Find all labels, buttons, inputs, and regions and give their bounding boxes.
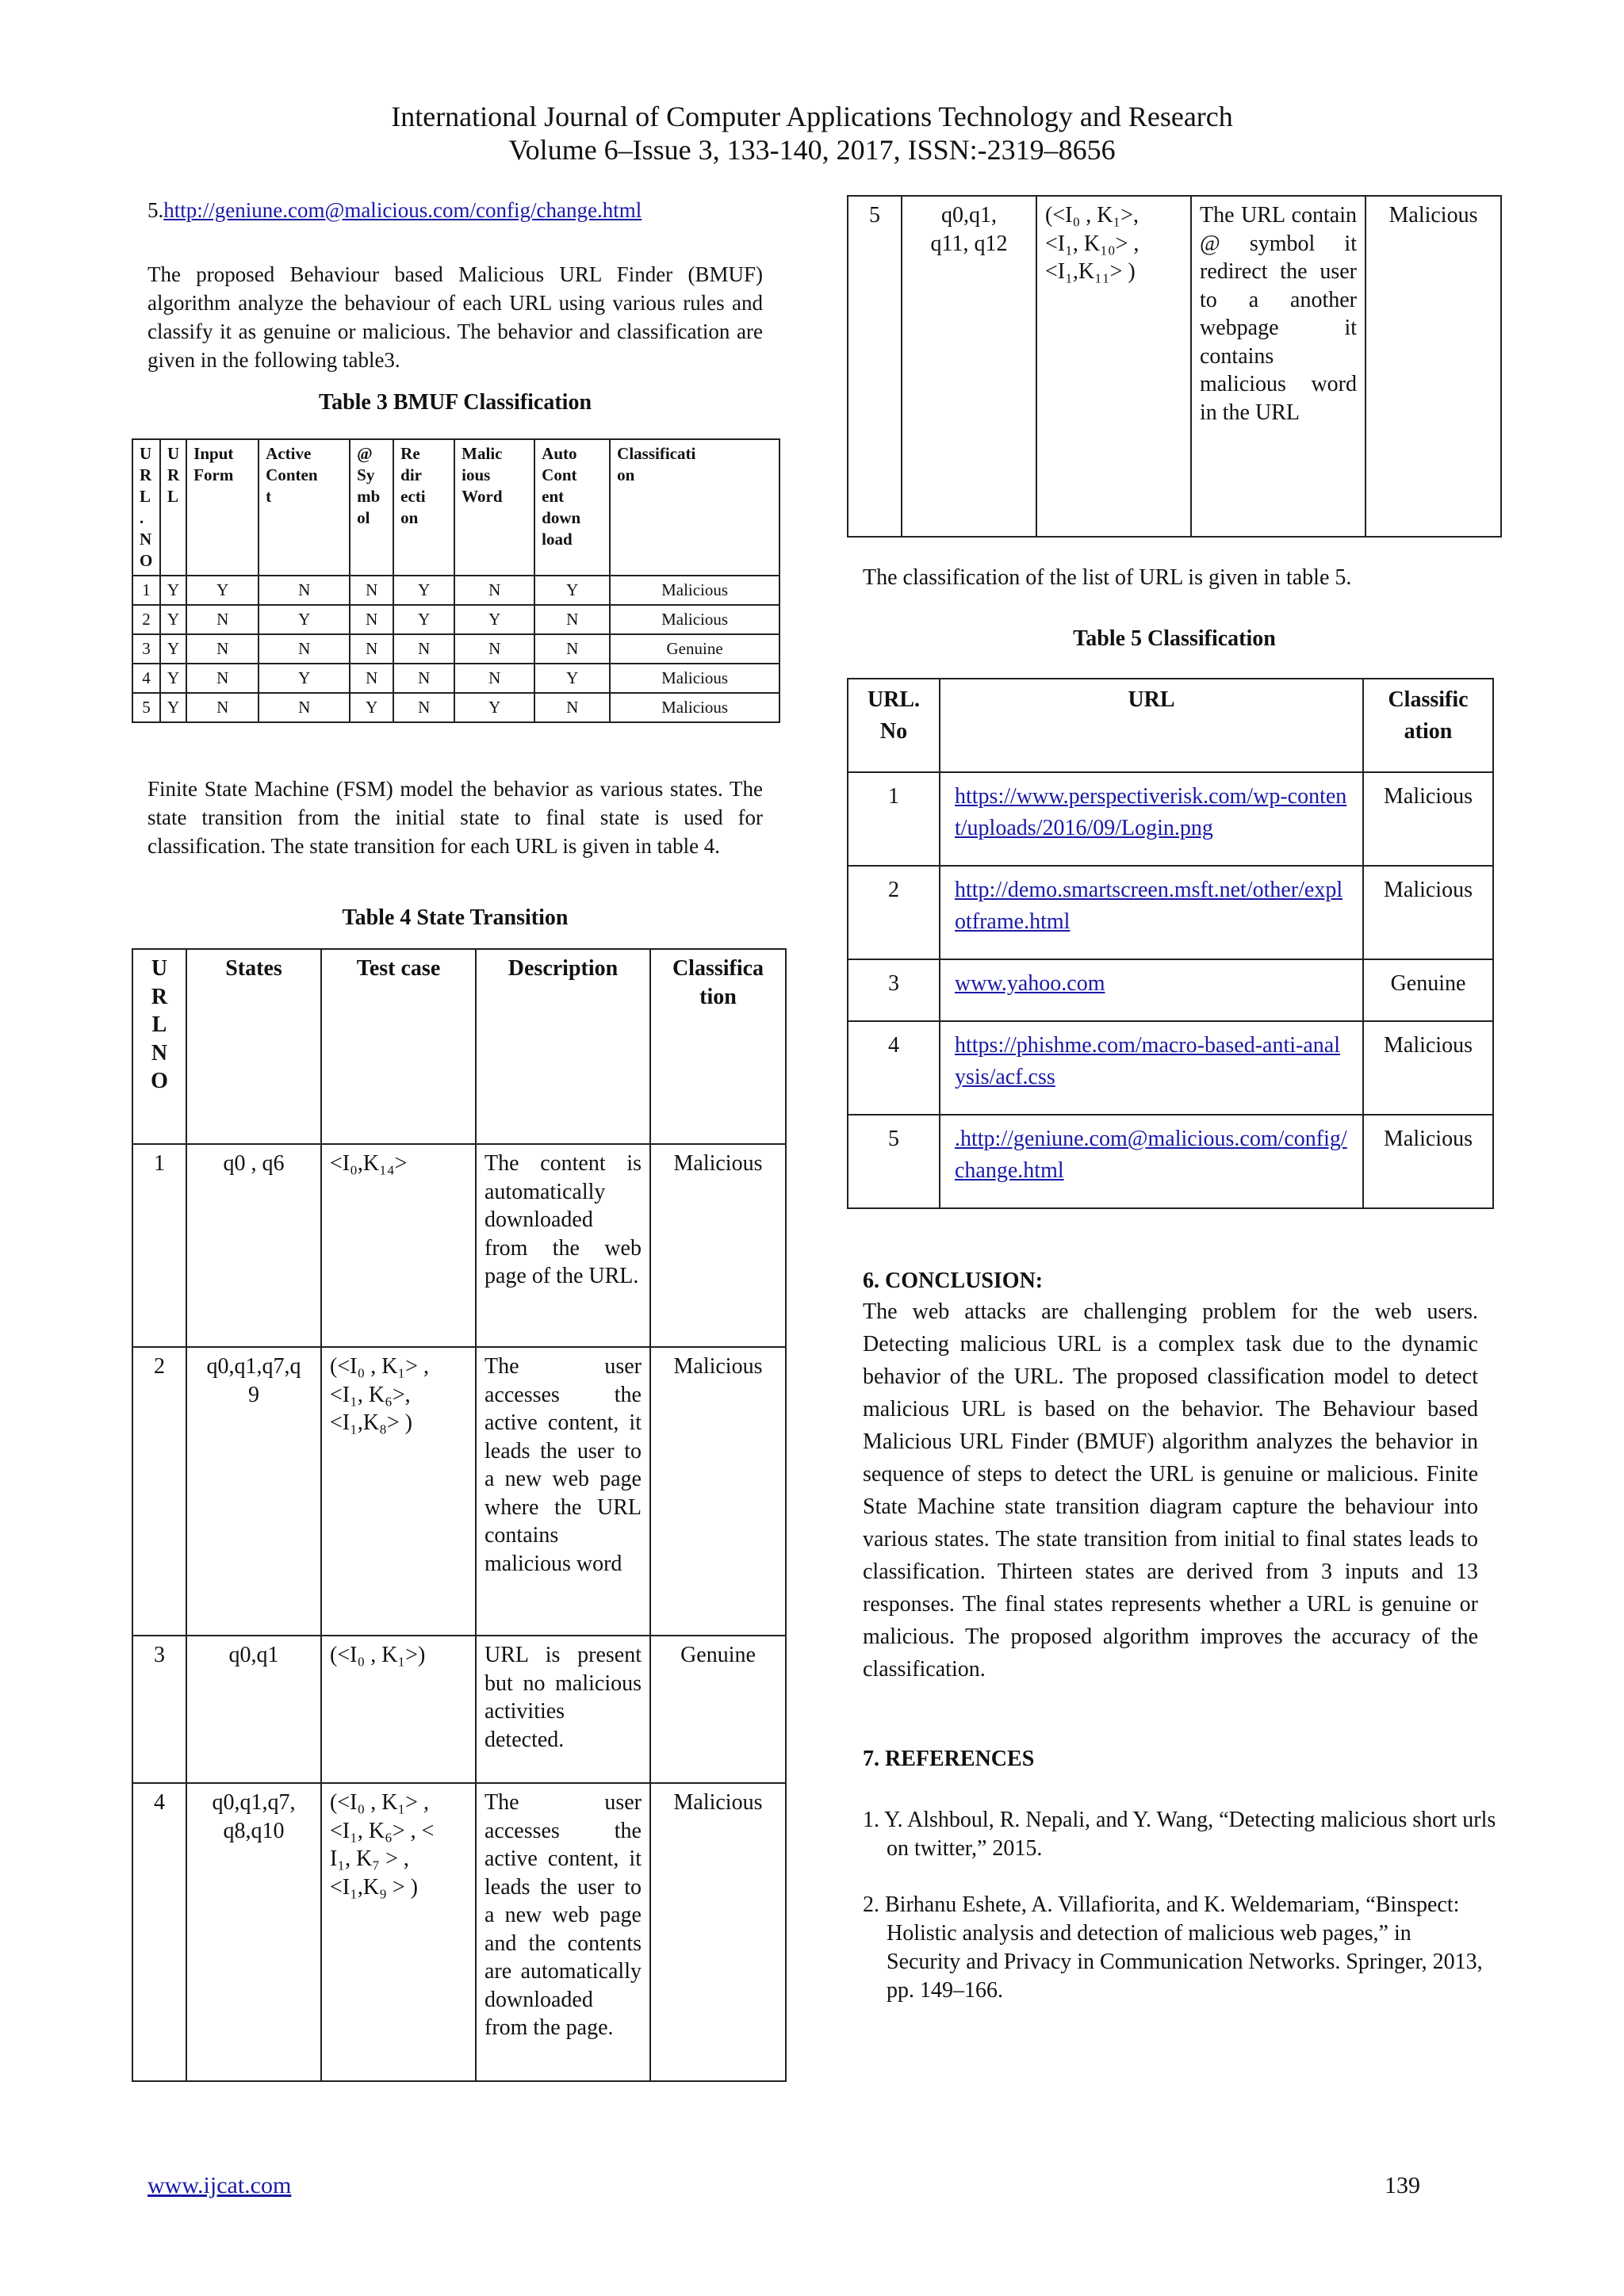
journal-volume: Volume 6–Issue 3, 133-140, 2017, ISSN:-2319–8656: [508, 134, 1116, 166]
table4-cell-states: q0 , q6: [186, 1144, 321, 1347]
page-number: 139: [1385, 2172, 1420, 2198]
table3-cell: Y: [454, 605, 534, 634]
table3-cell: N: [534, 605, 610, 634]
table5-url-link[interactable]: .http://geniune.com@malicious.com/config/change.html: [955, 1127, 1347, 1183]
table3-cell: Y: [393, 605, 454, 634]
table4-cell-description: The URL contain @ symbol it redirect the user to a another webpage it contains malicious word in the URL: [1191, 196, 1365, 537]
table4-cell-testcase: (<I₀ , K₁>): [321, 1636, 476, 1783]
table3-cell: N: [186, 664, 259, 693]
table4-cell-classification: Malicious: [1365, 196, 1501, 537]
table3-cell: Malicious: [610, 664, 779, 693]
table3-caption: Table 3 BMUF Classification: [318, 390, 592, 415]
table5-header-cell: URL: [940, 679, 1363, 772]
table3-row: [132, 634, 779, 664]
journal-title: International Journal of Computer Applications Technology and Research: [391, 101, 1233, 132]
references-heading: 7. REFERENCES: [863, 1747, 1035, 1771]
url5-prefix: 5.: [147, 198, 164, 222]
table4-cell-no: 5: [848, 196, 902, 537]
table3-cell: Y: [186, 576, 259, 605]
table4-cell-no: 1: [132, 1144, 186, 1347]
table4-cell-classification: Malicious: [650, 1783, 786, 2081]
table3-header-cell: Re dir ecti on: [393, 439, 454, 576]
table3-cell: N: [534, 693, 610, 722]
table3-cell: N: [259, 634, 350, 664]
table5-cell-classification: Genuine: [1363, 959, 1493, 1021]
table3-cell: 2: [132, 605, 160, 634]
table3-cell: Malicious: [610, 693, 779, 722]
table4-cell-states: q0,q1,q7,q 9: [186, 1347, 321, 1636]
table4-row: [132, 1347, 786, 1636]
table3-cell: N: [393, 664, 454, 693]
table4-cell-description: The content is automatically downloaded from the web page of the URL.: [476, 1144, 650, 1347]
table4-cell-classification: Malicious: [650, 1347, 786, 1636]
table3-cell: Y: [160, 576, 186, 605]
table4-cell-description: URL is present but no malicious activities detected.: [476, 1636, 650, 1783]
table3-cell: N: [350, 605, 393, 634]
table3-cell: N: [350, 576, 393, 605]
table3-cell: N: [350, 664, 393, 693]
table4-cell-description: The user accesses the active content, it leads the user to a new web page where the URL contains malicious word: [476, 1347, 650, 1636]
table4-header-cell: Classifica tion: [650, 949, 786, 1144]
table3-cell: 1: [132, 576, 160, 605]
table5-cell-url: [940, 866, 1363, 959]
table5-row: [848, 959, 1493, 1021]
table5-cell-url: [940, 772, 1363, 866]
table4-cell-classification: Malicious: [650, 1144, 786, 1347]
intro-paragraph: The proposed Behaviour based Malicious URL Finder (BMUF) algorithm analyze the behaviour of each URL using various rules and classify it as genuine or malicious. The behavior and classification are given in the following table3.: [147, 262, 763, 372]
table3-cell: Y: [534, 664, 610, 693]
table5-row: [848, 866, 1493, 959]
table3-cell: N: [454, 634, 534, 664]
table3-cell: N: [454, 576, 534, 605]
table4-cell-testcase: (<I₀ , K₁> , <I₁, K₆>, <I₁,K₈> ): [321, 1347, 476, 1636]
table3-cell: Malicious: [610, 576, 779, 605]
table3-cell: Y: [534, 576, 610, 605]
table4-header-cell: States: [186, 949, 321, 1144]
table3-header-cell: Classificati on: [610, 439, 779, 576]
table5-url-link[interactable]: https://phishme.com/macro-based-anti-analysis/acf.css: [955, 1033, 1340, 1089]
table3-cell: Y: [454, 693, 534, 722]
table4-header-cell: Description: [476, 949, 650, 1144]
table4-cell-states: q0,q1, q11, q12: [902, 196, 1036, 537]
table3-cell: N: [393, 693, 454, 722]
table3-cell: Genuine: [610, 634, 779, 664]
table4-cell-testcase: (<I₀ , K₁> , <I₁, K₆> , < I₁, K₇ > , <I₁,K₉ > ): [321, 1783, 476, 2081]
table3-header-cell: Active Conten t: [259, 439, 350, 576]
table5-cell-url: [940, 959, 1363, 1021]
url5-line: [147, 198, 642, 223]
table3-cell: N: [186, 634, 259, 664]
table5-cell-no: 3: [848, 959, 940, 1021]
table3-cell: Y: [259, 605, 350, 634]
table5-cell-no: 2: [848, 866, 940, 959]
table4-cell-testcase: (<I₀ , K₁>, <I₁, K₁₀> , <I₁,K₁₁> ): [1036, 196, 1191, 537]
table5-header-cell: Classific ation: [1363, 679, 1493, 772]
table3-header-cell: Auto Cont ent down load: [534, 439, 610, 576]
table3-cell: N: [259, 693, 350, 722]
table3-row: [132, 664, 779, 693]
table3-cell: N: [259, 576, 350, 605]
table3-header-cell: Malic ious Word: [454, 439, 534, 576]
table3-cell: 5: [132, 693, 160, 722]
table5-cell-no: 5: [848, 1115, 940, 1208]
table5-row: [848, 1021, 1493, 1115]
conclusion-heading: 6. CONCLUSION:: [863, 1269, 1044, 1293]
table5-row: [848, 1115, 1493, 1208]
table4-continued: [847, 195, 1502, 538]
table3-header-cell: U R L: [160, 439, 186, 576]
table5-cell-classification: Malicious: [1363, 1021, 1493, 1115]
table3-header-cell: Input Form: [186, 439, 259, 576]
table4-cell-testcase: <I₀,K₁₄>: [321, 1144, 476, 1347]
table4-row: [132, 1144, 786, 1347]
table4-cell-no: 2: [132, 1347, 186, 1636]
table3-cell: N: [393, 634, 454, 664]
conclusion-text: The web attacks are challenging problem for the web users. Detecting malicious URL is a complex task due to the dynamic behavior of the URL. The proposed classification model to detect malicious URL is based on the behavior. The Behaviour based Malicious URL Finder (BMUF) algorithm analyzes the behavior in sequence of steps to detect the URL is genuine or malicious. Finite State Machine state transition diagram capture the behaviour into various states. The state transition from initial to final states leads to classification. Thirteen states are derived from 3 inputs and 13 responses. The final states represents whether a URL is genuine or malicious. The proposed algorithm improves the accuracy of the classification.: [863, 1299, 1478, 1682]
table3-cell: N: [186, 693, 259, 722]
table3-cell: Y: [350, 693, 393, 722]
table3-cell: 4: [132, 664, 160, 693]
table4-row: [132, 1783, 786, 2081]
table5-intro: The classification of the list of URL is given in table 5.: [863, 565, 1352, 590]
table3-cell: N: [454, 664, 534, 693]
table3-cell: Y: [160, 693, 186, 722]
table4-caption: Table 4 State Transition: [342, 905, 569, 930]
table5-cell-classification: Malicious: [1363, 772, 1493, 866]
table4-cell-classification: Genuine: [650, 1636, 786, 1783]
table3-row: [132, 576, 779, 605]
table5-cell-classification: Malicious: [1363, 866, 1493, 959]
reference-2: 2. Birhanu Eshete, A. Villafiorita, and K. Weldemariam, “Binspect: Holistic analysis and detection of malicious web pages,” in Security and Privacy in Communication Networks. Springer, 2013, pp. 149–166.: [863, 1892, 1483, 2003]
table5-caption: Table 5 Classification: [1073, 626, 1276, 651]
table4: [132, 948, 787, 2082]
table5-cell-url: [940, 1115, 1363, 1208]
table3-row: [132, 693, 779, 722]
table5-cell-no: 4: [848, 1021, 940, 1115]
table3-cell: Y: [160, 664, 186, 693]
table5-header-cell: URL. No: [848, 679, 940, 772]
table5-cell-url: [940, 1021, 1363, 1115]
table5-cell-no: 1: [848, 772, 940, 866]
fsm-paragraph: Finite State Machine (FSM) model the behavior as various states. The state transition from the initial state to final state is used for classification. The state transition for each URL is given in table 4.: [147, 777, 763, 858]
table5-row: [848, 772, 1493, 866]
table5-cell-classification: Malicious: [1363, 1115, 1493, 1208]
table3-cell: 3: [132, 634, 160, 664]
footer-site-link[interactable]: www.ijcat.com: [147, 2172, 292, 2198]
table5: [847, 678, 1494, 1209]
table3-cell: Y: [393, 576, 454, 605]
table3-cell: N: [534, 634, 610, 664]
table5-url-link[interactable]: https://www.perspectiverisk.com/wp-content/uploads/2016/09/Login.png: [955, 784, 1347, 840]
table4-header-cell: U R L N O: [132, 949, 186, 1144]
table4-header-cell: Test case: [321, 949, 476, 1144]
table3-cell: Y: [259, 664, 350, 693]
table4-cell-no: 3: [132, 1636, 186, 1783]
table3-cell: N: [350, 634, 393, 664]
table4-cell-states: q0,q1: [186, 1636, 321, 1783]
table3: [132, 438, 780, 723]
table3-header-cell: U R L . N O: [132, 439, 160, 576]
table3-cell: Malicious: [610, 605, 779, 634]
table3-row: [132, 605, 779, 634]
table4-cell-states: q0,q1,q7, q8,q10: [186, 1783, 321, 2081]
table3-cell: N: [186, 605, 259, 634]
table5-url-link[interactable]: http://demo.smartscreen.msft.net/other/explotframe.html: [955, 878, 1343, 934]
table3-header-cell: @ Sy mb ol: [350, 439, 393, 576]
table4-row: [848, 196, 1501, 537]
table4-cell-no: 4: [132, 1783, 186, 2081]
url5-link[interactable]: http://geniune.com@malicious.com/config/change.html: [163, 198, 642, 222]
table4-cell-description: The user accesses the active content, it leads the user to a new web page and the contents are automatically downloaded from the page.: [476, 1783, 650, 2081]
table5-url-link[interactable]: www.yahoo.com: [955, 971, 1105, 996]
table4-row: [132, 1636, 786, 1783]
table3-cell: Y: [160, 605, 186, 634]
table3-cell: Y: [160, 634, 186, 664]
reference-1: 1. Y. Alshboul, R. Nepali, and Y. Wang, “Detecting malicious short urls on twitter,” 2015.: [863, 1808, 1496, 1861]
